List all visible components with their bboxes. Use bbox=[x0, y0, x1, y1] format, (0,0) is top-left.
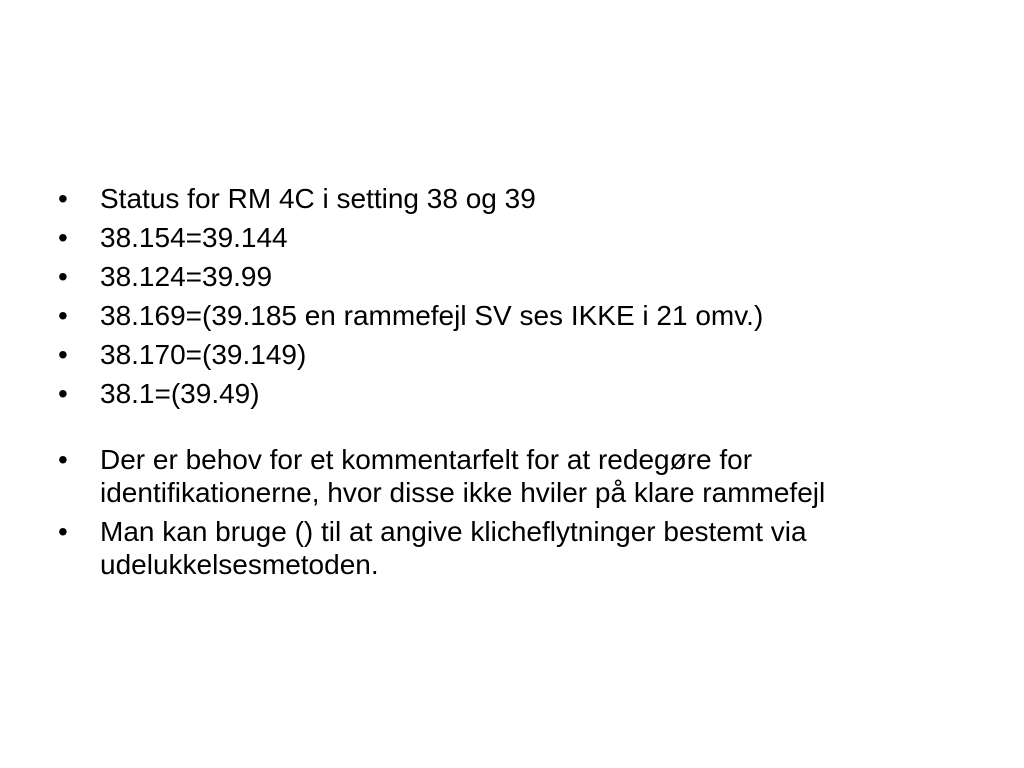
bullet-text: Der er behov for et kommentarfelt for at redegøre for identifikationerne, hvor disse ikke hviler på klare rammefejl bbox=[100, 444, 826, 508]
bullet-item bbox=[58, 299, 978, 332]
bullet-text: 38.124=39.99 bbox=[100, 261, 273, 292]
bullet-icon: • bbox=[58, 222, 68, 253]
bullet-list bbox=[58, 182, 978, 587]
bullet-text: 38.169=(39.185 en rammefejl SV ses IKKE i 21 omv.) bbox=[100, 300, 764, 331]
bullet-item bbox=[58, 221, 978, 254]
bullet-text: 38.154=39.144 bbox=[100, 222, 288, 253]
bullet-icon: • bbox=[58, 516, 68, 547]
bullet-item bbox=[58, 338, 978, 371]
bullet-icon: • bbox=[58, 339, 68, 370]
bullet-item bbox=[58, 515, 978, 581]
bullet-item bbox=[58, 377, 978, 410]
bullet-text: 38.170=(39.149) bbox=[100, 339, 307, 370]
bullet-icon: • bbox=[58, 378, 68, 409]
bullet-icon: • bbox=[58, 300, 68, 331]
bullet-text: 38.1=(39.49) bbox=[100, 378, 260, 409]
bullet-icon: • bbox=[58, 444, 68, 475]
bullet-icon: • bbox=[58, 261, 68, 292]
bullet-text: Status for RM 4C i setting 38 og 39 bbox=[100, 183, 536, 214]
bullet-item bbox=[58, 443, 978, 509]
bullet-icon: • bbox=[58, 183, 68, 214]
bullet-item bbox=[58, 260, 978, 293]
bullet-text: Man kan bruge () til at angive klicheflytninger bestemt via udelukkelsesmetoden. bbox=[100, 516, 807, 580]
bullet-item bbox=[58, 182, 978, 215]
